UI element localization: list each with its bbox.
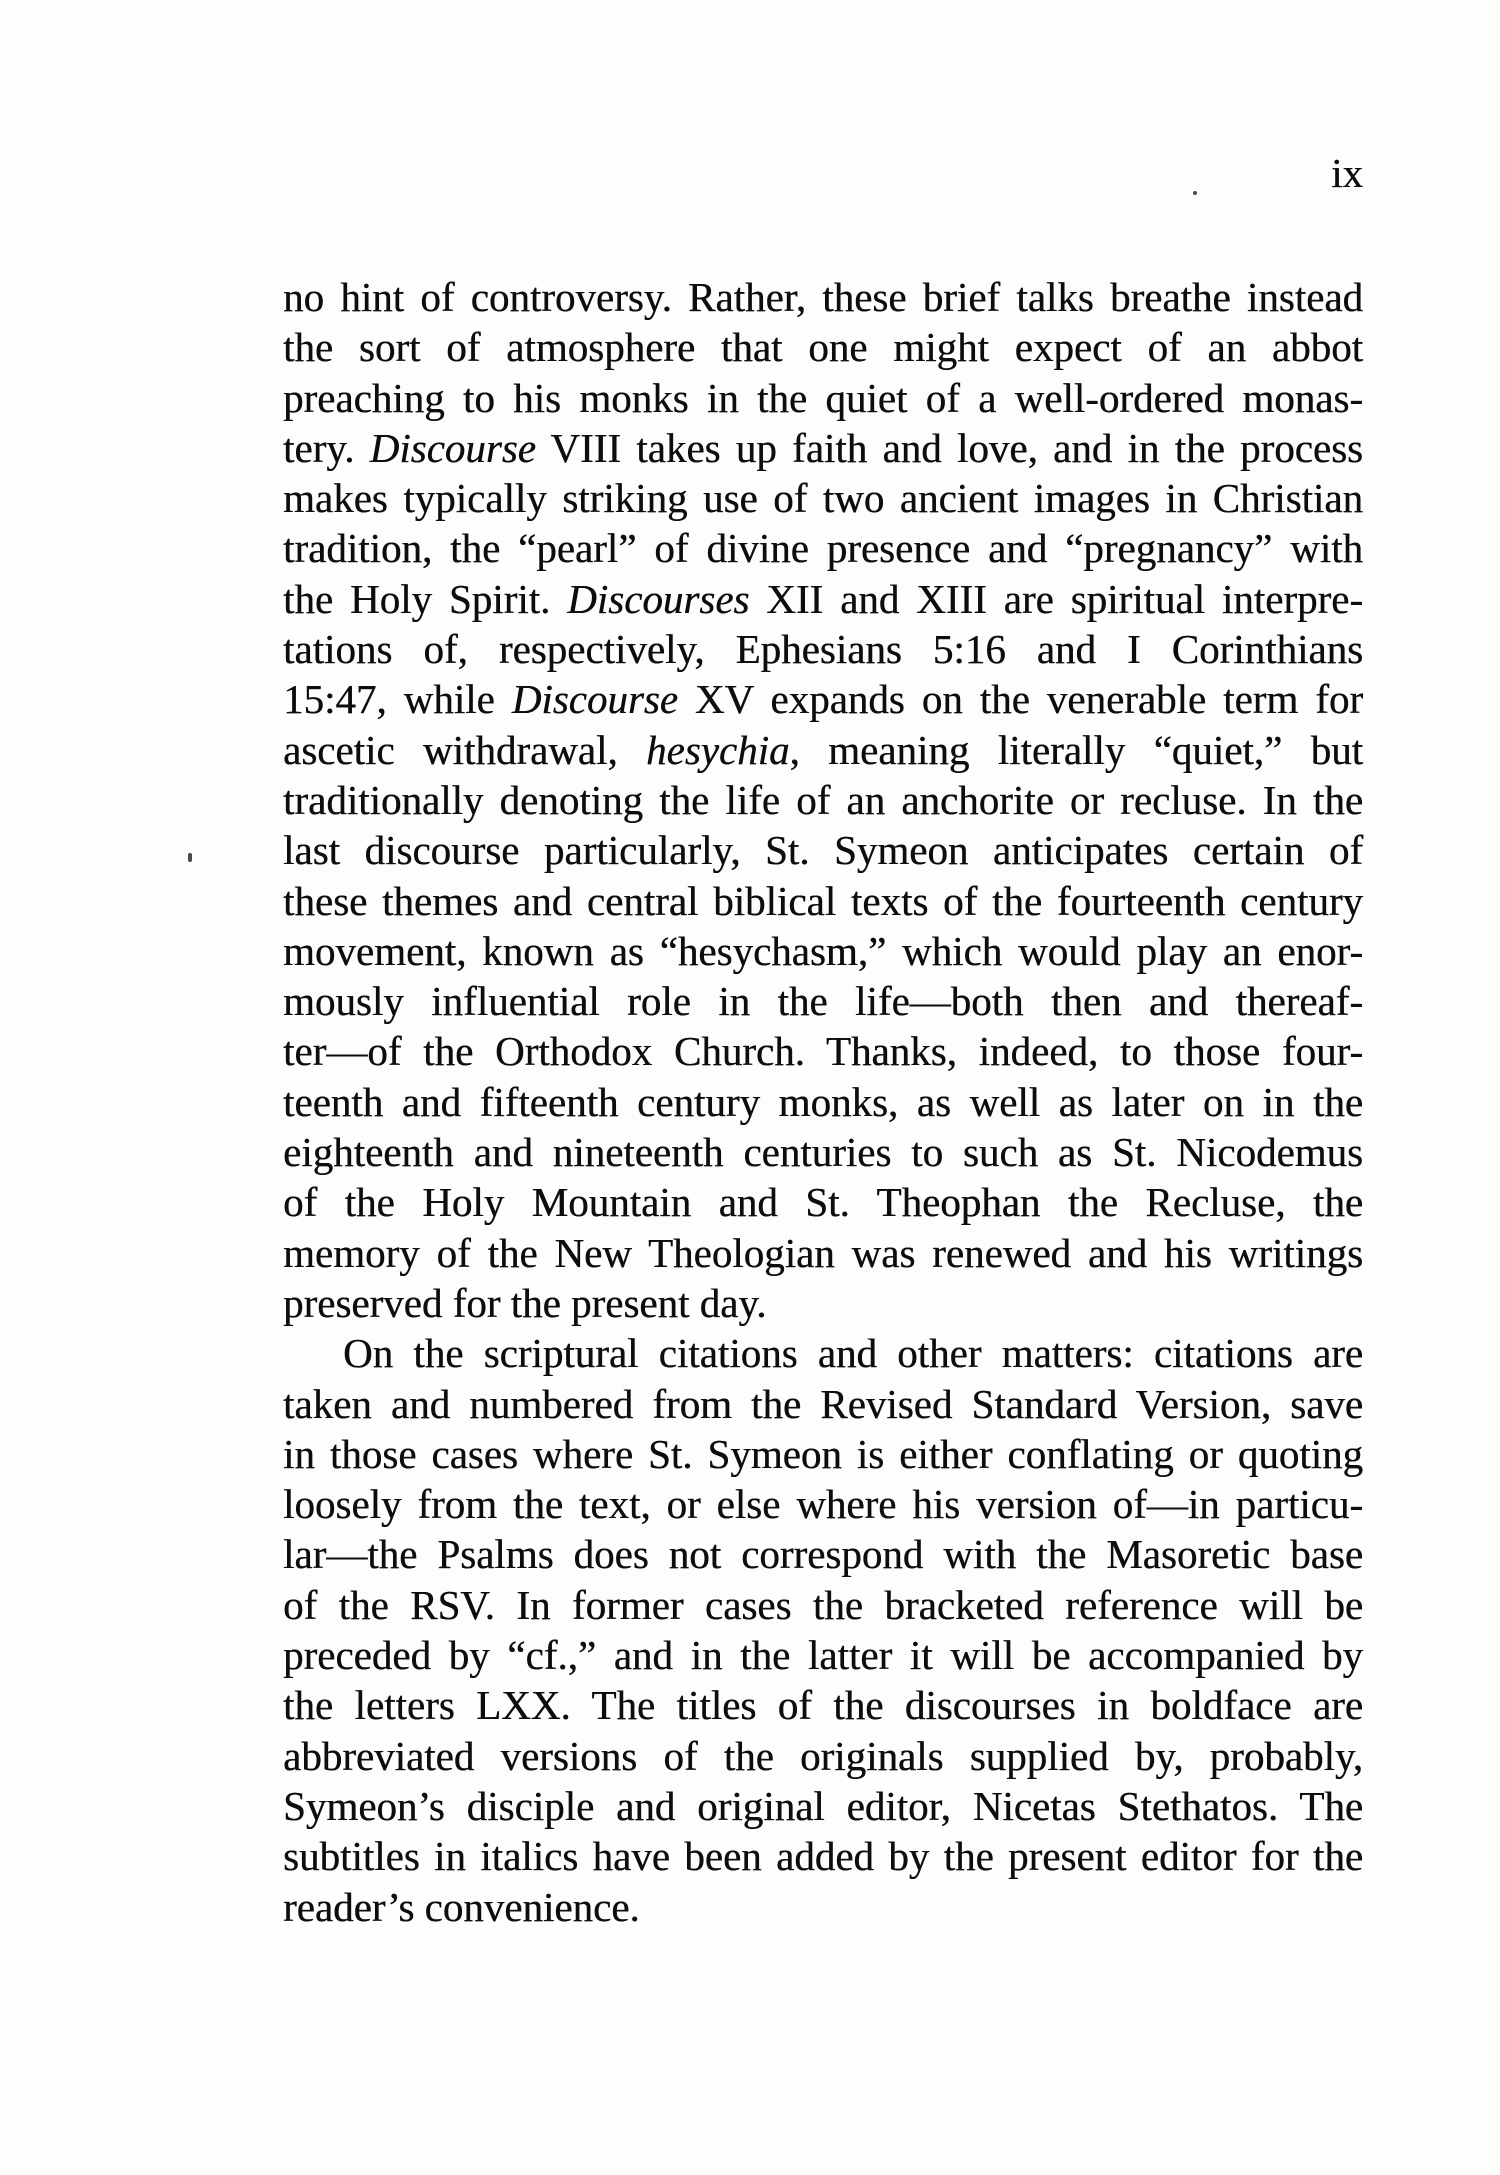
scan-speck (188, 853, 192, 862)
paragraph (283, 1328, 1363, 1932)
text-line (283, 926, 1363, 976)
text-run: lar—the Psalms does not correspond with the Masoretic base (283, 1531, 1363, 1578)
text-line (283, 1882, 1363, 1932)
text-line (283, 876, 1363, 926)
italic-term: Discourse (511, 676, 678, 723)
text-line (283, 1580, 1363, 1630)
text-run: reader’s convenience. (283, 1883, 640, 1930)
text-run: tations of, respectively, Ephesians 5:16 and I Corinthians (283, 626, 1363, 673)
text-line (283, 322, 1363, 372)
text-run: VIII takes up faith and love, and in the process (535, 424, 1363, 471)
text-run: the Holy Spirit. (283, 575, 568, 622)
text-line (283, 473, 1363, 523)
text-line (283, 1278, 1363, 1328)
paragraph (283, 272, 1363, 1328)
text-line (283, 1177, 1363, 1227)
text-line (283, 825, 1363, 875)
text-line (283, 1781, 1363, 1831)
text-line (283, 624, 1363, 674)
text-run: tery. (283, 424, 370, 471)
italic-term: Discourse (369, 424, 536, 471)
text-line (283, 272, 1363, 322)
text-run: memory of the New Theologian was renewed and his writings (283, 1229, 1363, 1276)
text-line (283, 1529, 1363, 1579)
text-line (283, 373, 1363, 423)
text-run: mously influential role in the life—both then and thereaf- (283, 978, 1363, 1025)
text-run: the sort of atmosphere that one might expect of an abbot (283, 324, 1363, 371)
text-line (283, 423, 1363, 473)
text-run: teenth and fifteenth century monks, as well as later on in the (283, 1078, 1363, 1125)
text-run: Symeon’s disciple and original editor, Nicetas Stethatos. The (283, 1782, 1363, 1829)
text-line (283, 1228, 1363, 1278)
text-line (283, 1731, 1363, 1781)
text-line (283, 1127, 1363, 1177)
text-line (283, 523, 1363, 573)
text-run: makes typically striking use of two ancient images in Christian (283, 475, 1363, 522)
text-run: abbreviated versions of the originals supplied by, probably, (283, 1732, 1363, 1779)
text-line (283, 1429, 1363, 1479)
text-run: On the scriptural citations and other matters: citations are (343, 1330, 1363, 1377)
text-run: loosely from the text, or else where his version of—in particu- (283, 1481, 1363, 1528)
text-run: of the Holy Mountain and St. Theophan the Recluse, the (283, 1179, 1363, 1226)
text-run: in those cases where St. Symeon is either conflating or quoting (283, 1430, 1363, 1477)
text-block (283, 272, 1363, 1932)
text-run: subtitles in italics have been added by the present editor for the (283, 1833, 1363, 1880)
text-line (283, 1630, 1363, 1680)
text-run: movement, known as “hesychasm,” which would play an enor- (283, 927, 1363, 974)
text-line (283, 1831, 1363, 1881)
text-run: ter—of the Orthodox Church. Thanks, indeed, to those four- (283, 1028, 1363, 1075)
italic-term: Discourses (567, 575, 750, 622)
text-run: tradition, the “pearl” of divine presence and “pregnancy” with (283, 525, 1363, 572)
text-line (283, 1680, 1363, 1730)
page-number: ix (1331, 150, 1363, 196)
text-run: no hint of controversy. Rather, these brief talks breathe instead (283, 274, 1363, 320)
text-run: ascetic withdrawal, (283, 726, 647, 773)
text-run: last discourse particularly, St. Symeon anticipates certain of (283, 827, 1363, 874)
text-run: 15:47, while (283, 676, 512, 723)
text-line (283, 976, 1363, 1026)
text-line (283, 1026, 1363, 1076)
text-run: of the RSV. In former cases the bracketed reference will be (283, 1581, 1363, 1628)
text-run: eighteenth and nineteenth centuries to such as St. Nicodemus (283, 1129, 1363, 1176)
text-line (283, 1379, 1363, 1429)
text-line (283, 574, 1363, 624)
text-run: preceded by “cf.,” and in the latter it will be accompanied by (283, 1632, 1363, 1679)
text-run: , meaning literally “quiet,” but (789, 726, 1364, 773)
text-line (283, 1328, 1363, 1378)
text-run: these themes and central biblical texts of the fourteenth century (283, 877, 1363, 924)
scan-speck (1193, 191, 1197, 195)
text-run: preserved for the present day. (283, 1279, 767, 1326)
text-line (283, 1479, 1363, 1529)
text-run: taken and numbered from the Revised Standard Version, save (283, 1380, 1363, 1427)
text-line (283, 725, 1363, 775)
italic-term: hesychia (646, 726, 790, 773)
text-run: preaching to his monks in the quiet of a well-ordered monas- (283, 374, 1363, 421)
text-run: XV expands on the venerable term for (677, 676, 1363, 723)
text-run: traditionally denoting the life of an anchorite or recluse. In the (283, 776, 1363, 823)
text-line (283, 775, 1363, 825)
text-run: the letters LXX. The titles of the discourses in boldface are (283, 1682, 1363, 1729)
text-line (283, 1077, 1363, 1127)
text-line (283, 674, 1363, 724)
text-run: XII and XIII are spiritual interpre- (749, 575, 1363, 622)
